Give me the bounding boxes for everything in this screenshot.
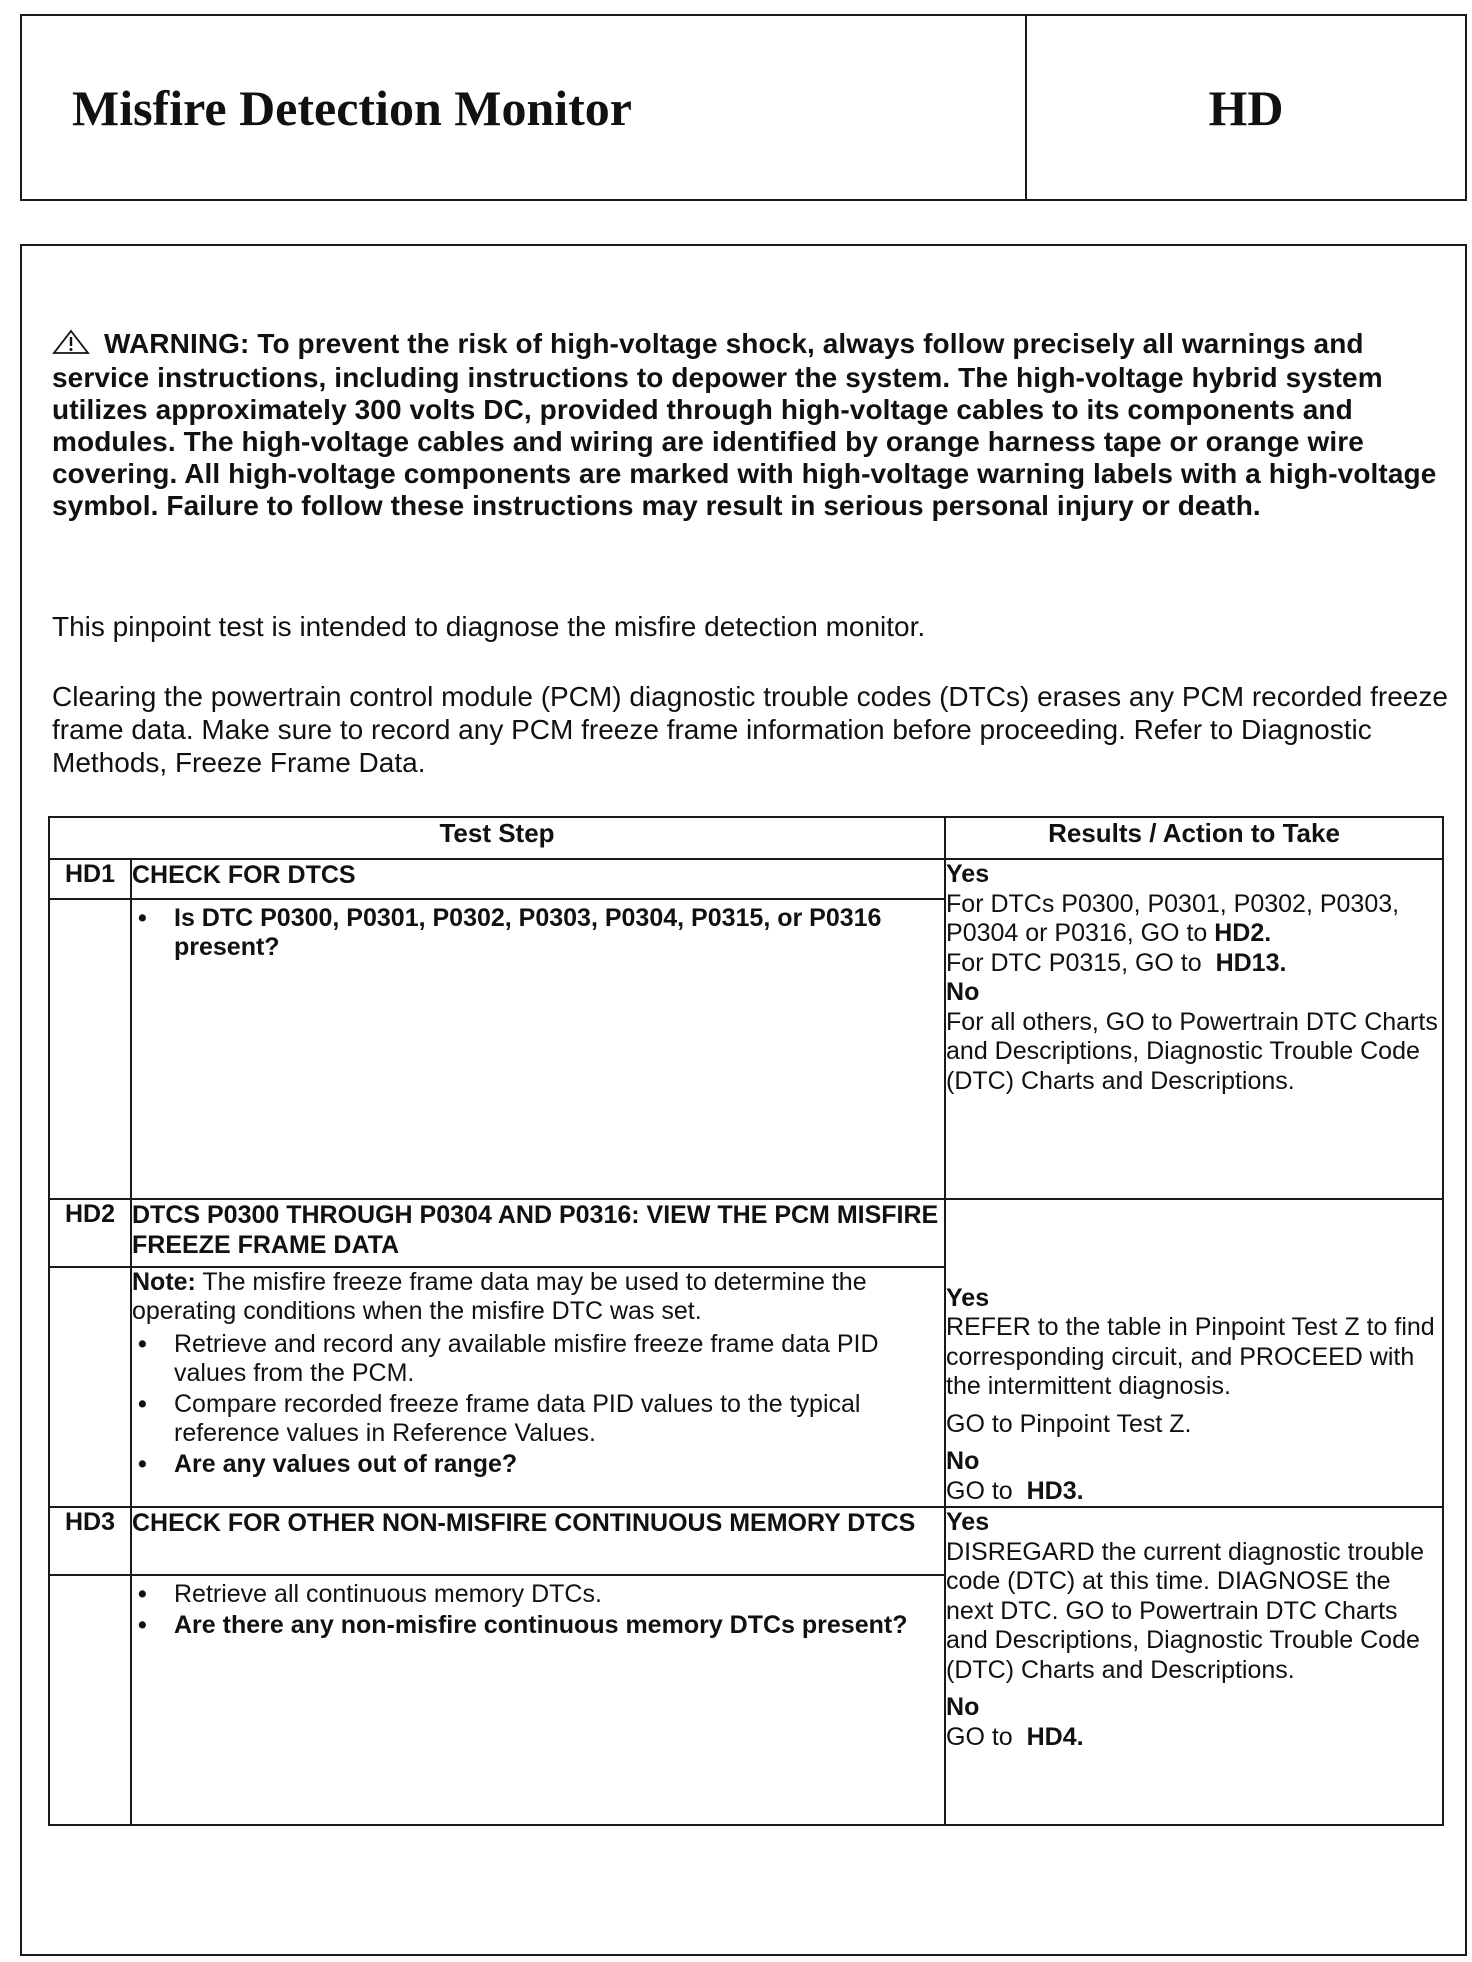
result-yes-text-2: GO to Pinpoint Test Z. [946,1409,1192,1438]
result-no-ref[interactable]: HD4. [1026,1722,1084,1751]
result-yes-text: REFER to the table in Pinpoint Test Z to find corresponding circuit, and PROCEED with the intermittent diagnosis. [946,1313,1435,1400]
step-body [131,1267,945,1507]
note-text: The misfire freeze frame data may be used to determine the operating conditions when the misfire DTC was set. [132,1268,867,1325]
step-body [131,899,945,1199]
result-yes-text: DISREGARD the current diagnostic trouble code (DTC) at this time. DIAGNOSE the next DTC. GO to Powertrain DTC Charts and Descriptions, Diagnostic Trouble Code (DTC) Charts and Descriptions. [946,1537,1425,1684]
result-yes-ref-2[interactable]: HD13. [1215,948,1287,977]
page-header [20,14,1467,201]
step-question: • Is DTC P0300, P0301, P0302, P0303, P0304, P0315, or P0316 present? [174,904,944,962]
step-instruction: • Retrieve and record any available misfire freeze frame data PID values from the PCM. [174,1330,944,1388]
step-question: • Are there any non-misfire continuous memory DTCs present? [174,1611,944,1640]
result-yes-label: Yes [946,1283,990,1312]
step-result [945,1507,1443,1825]
column-header-results: Results / Action to Take [945,817,1443,859]
content-box [20,244,1467,1956]
warning-text: WARNING: To prevent the risk of high-voltage shock, always follow precisely all warnings and service instructions, including instructions to depower the system. The high-voltage hybrid system utilizes approximately 300 volts DC, provided through high-voltage cables to its components and modules. The high-voltage cables and wiring are identified by orange harness tape or orange wire covering. All high-voltage components are marked with high-voltage warning labels with a high-voltage symbol. Failure to follow these instructions may result in serious personal injury or death. [52,328,1437,521]
result-no-text: GO to [946,1722,1013,1751]
result-no-label: No [946,978,980,1006]
result-yes-ref[interactable]: HD2. [1214,919,1272,947]
result-yes-label: Yes [946,1508,990,1536]
step-id: HD2 [49,1199,131,1267]
step-result [945,859,1443,1199]
step-result [945,1199,1443,1507]
step-instruction: • Retrieve all continuous memory DTCs. [174,1580,944,1609]
step-title: CHECK FOR DTCS [131,859,945,899]
result-no-text: GO to [946,1476,1013,1505]
section-code: HD [1208,79,1284,136]
step-note [132,1268,944,1326]
step-question: • Are any values out of range? [174,1450,944,1479]
step-body [131,1575,945,1825]
result-no-label: No [946,1447,980,1475]
step-title: DTCS P0300 THROUGH P0304 AND P0316: VIEW THE PCM MISFIRE FREEZE FRAME DATA [131,1199,945,1267]
result-no-ref[interactable]: HD3. [1026,1476,1084,1505]
column-header-test-step: Test Step [49,817,945,859]
intro-paragraph: This pinpoint test is intended to diagnose the misfire detection monitor. [52,611,926,642]
warning-triangle-icon [52,329,90,362]
step-id: HD3 [49,1507,131,1575]
step-instruction: • Compare recorded freeze frame data PID values to the typical reference values in Reference Values. [174,1390,944,1448]
result-no-label: No [946,1693,980,1721]
page-title: Misfire Detection Monitor [22,16,1027,199]
freeze-frame-paragraph: Clearing the powertrain control module (PCM) diagnostic trouble codes (DTCs) erases any PCM recorded freeze frame data. Make sure to record any PCM freeze frame information before proceeding. Refer to Diagnostic Methods, Freeze Frame Data. [52,681,1448,778]
result-no-text: For all others, GO to Powertrain DTC Charts and Descriptions, Diagnostic Trouble Code (DTC) Charts and Descriptions. [946,1007,1438,1095]
note-label: Note: [132,1268,196,1296]
result-yes-label: Yes [946,860,990,888]
step-id: HD1 [49,859,131,899]
result-yes-text-2: For DTC P0315, GO to [946,948,1202,977]
test-step-table [48,816,1444,1826]
result-yes-text: For DTCs P0300, P0301, P0302, P0303, P0304 or P0316, GO to [946,889,1400,947]
warning-block [52,328,1452,522]
step-title: CHECK FOR OTHER NON-MISFIRE CONTINUOUS MEMORY DTCS [131,1507,945,1575]
